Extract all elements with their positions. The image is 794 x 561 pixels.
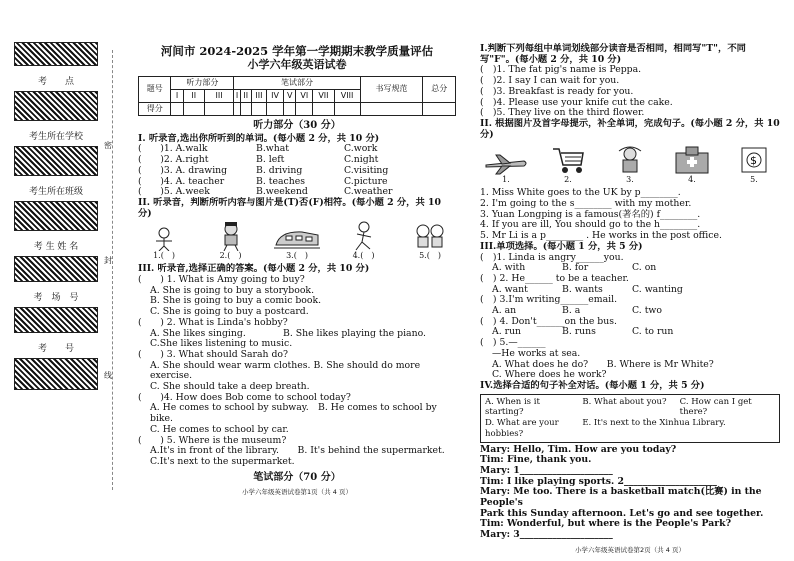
option-b: B. left	[256, 154, 285, 166]
picture-3	[271, 229, 323, 262]
score-cell[interactable]	[284, 103, 296, 116]
picture-2	[205, 221, 257, 262]
option-a: ( )2. A.right	[138, 154, 209, 166]
sentence-option: E. It's next to the Xinhua Library.	[582, 418, 726, 429]
question-text: ( ) 5.—______	[480, 337, 546, 349]
score-cell[interactable]	[313, 103, 334, 116]
list-item: ( )4. Please use your knife cut the cake.	[480, 96, 673, 108]
option-b: B. for	[562, 262, 589, 274]
dialogue-line: Mary: Hello, Tim. How are you today?	[480, 443, 677, 455]
binding-line	[112, 50, 113, 490]
option-text: C. He comes to school by car.	[150, 423, 289, 435]
binding-mark-line: 线	[104, 371, 112, 380]
hatch-bar	[14, 91, 98, 121]
score-col: IV	[267, 90, 284, 103]
sentence-option: B. What about you?	[582, 396, 667, 407]
option-c: C.picture	[344, 175, 388, 187]
option-text: C. Where does he work?	[492, 369, 607, 381]
option-b: B.weekend	[256, 186, 308, 198]
option-c: C. to run	[632, 326, 674, 338]
score-cell[interactable]	[183, 103, 204, 116]
score-cell[interactable]	[240, 103, 251, 116]
option-b: B. a	[562, 305, 581, 317]
sidebar-label-room: 考 场 号	[33, 293, 79, 303]
option-b: B. teaches	[256, 175, 305, 187]
picture-5	[728, 145, 780, 186]
question-text: ( ) 1. What is Amy going to buy?	[138, 274, 305, 286]
list-item: 4. If you are ill, You should go to the h________.	[480, 219, 701, 231]
score-table-writing: 书写规范	[360, 77, 423, 103]
svg-text:$: $	[750, 153, 757, 167]
sidebar-label-exam-site: 考 点	[37, 77, 74, 87]
binding-mark-close: 封	[104, 256, 112, 265]
page-left	[138, 44, 456, 498]
question-text: ( ) 3. What should Sarah do?	[138, 348, 289, 360]
listening-heading: 听力部分（30 分）	[253, 120, 341, 131]
picture-2	[542, 145, 594, 186]
score-cell[interactable]	[171, 103, 183, 116]
score-cell[interactable]	[204, 103, 234, 116]
option-b: B. wants	[562, 283, 603, 295]
written-q2-pictures	[480, 143, 780, 185]
listening-q3-list	[138, 275, 456, 468]
score-cell[interactable]	[334, 103, 360, 116]
written-q4-title: IV.选择合适的句子补全对话。(每小题 1 分，共 5 分)	[480, 379, 705, 391]
hatch-bar	[14, 201, 98, 231]
score-col: II	[183, 90, 204, 103]
girl-icon	[150, 227, 178, 251]
list-item	[480, 295, 780, 316]
dialogue-line: Mary: 3____________________	[480, 529, 613, 541]
written-q3-title: III.单项选择。(每小题 1 分，共 5 分)	[480, 240, 643, 252]
listening-q3-title: III. 听录音,选择正确的答案。(每小题 2 分，共 10 分)	[138, 263, 370, 275]
dialogue-line: Park this Sunday afternoon. Let's go and see together.	[480, 507, 764, 519]
question-text: ( ) 3.I'm writing______email.	[480, 294, 618, 306]
picture-4	[666, 145, 718, 186]
score-col: II	[240, 90, 251, 103]
score-col: VII	[313, 90, 334, 103]
sidebar-label-school: 考生所在学校	[28, 132, 83, 142]
two-kids-icon	[413, 223, 447, 251]
option-text: C.She likes listening to music.	[150, 338, 293, 350]
score-cell[interactable]	[360, 103, 423, 116]
picture-label: 2.( )	[219, 250, 242, 260]
postcard-icon	[739, 145, 769, 175]
option-text: A. What does he do? B. Where is Mr White?	[492, 358, 714, 370]
picture-label: 4.( )	[352, 250, 375, 260]
list-item	[138, 350, 456, 393]
list-item	[138, 436, 456, 468]
list-item	[138, 166, 456, 177]
exam-title: 河间市 2024-2025 学年第一学期期末教学质量评估	[160, 44, 434, 58]
option-text: A. She is going to buy a storybook.	[150, 284, 315, 296]
list-item: ( )1. The fat pig's name is Peppa.	[480, 64, 642, 76]
binding-mark-seal: 密	[104, 141, 112, 150]
score-table-label: 题号	[139, 77, 171, 103]
list-item: 3. Yuan Longping is a famous(著名的) f________.	[480, 208, 701, 220]
sentence-option: D. What are your hobbies?	[485, 418, 559, 439]
farmer-icon	[613, 145, 647, 175]
picture-3	[604, 145, 656, 186]
picture-label: 2.	[564, 174, 572, 184]
picture-label: 1.	[502, 174, 510, 184]
score-col: VI	[296, 90, 313, 103]
sentence-option-box	[480, 394, 780, 443]
written-q3-list	[480, 253, 780, 381]
list-item: ( )5. They live on the third flower.	[480, 107, 645, 119]
list-item	[480, 253, 780, 274]
option-a: ( )3. A. drawing	[138, 164, 228, 176]
score-table-written: 笔试部分	[234, 77, 360, 90]
shopping-cart-icon	[551, 145, 585, 175]
question-text: ( )4. How does Bob come to school today?	[138, 391, 351, 403]
question-text: ( )1. Linda is angry______you.	[480, 251, 624, 263]
list-item	[138, 275, 456, 318]
list-item	[138, 393, 456, 436]
picture-1	[480, 153, 532, 186]
option-c: C.night	[344, 154, 379, 166]
option-text: B. She is going to buy a comic book.	[150, 295, 322, 307]
option-text: C.It's next to the supermarket.	[150, 455, 295, 467]
picture-1	[138, 227, 190, 262]
option-text: A. She should wear warm clothes. B. She should do more exercise.	[150, 359, 421, 382]
sidebar-label-number: 考 号	[37, 344, 74, 354]
option-text: A.It's in front of the library. B. It's behind the supermarket.	[150, 445, 445, 457]
option-c: C.work	[344, 143, 378, 155]
sidebar-label-name: 考 生 姓 名	[33, 242, 79, 252]
score-col: V	[284, 90, 296, 103]
hatch-bar	[14, 358, 98, 390]
question-text: ( ) 4. Don't______on the bus.	[480, 315, 617, 327]
picture-label: 1.( )	[153, 250, 175, 260]
written-heading: 笔试部分（70 分）	[253, 471, 341, 483]
list-item	[480, 317, 780, 338]
page-footer: 小学六年级英语试卷第2页（共 4 页）	[575, 545, 685, 554]
list-item	[138, 318, 456, 350]
hatch-bar	[14, 146, 98, 176]
option-c: C. wanting	[632, 283, 683, 295]
score-row-label: 得分	[139, 103, 171, 116]
sentence-option: A. When is it starting?	[485, 396, 540, 418]
binding-sidebar	[14, 42, 98, 488]
list-item: 2. I'm going to the s________ with my mother.	[480, 198, 692, 210]
hatch-bar	[14, 42, 98, 66]
sentence-option: C. How can I get there?	[679, 396, 752, 418]
option-a: A. want	[492, 283, 528, 295]
option-text: C. She should take a deep breath.	[150, 381, 310, 393]
written-q2-list	[480, 188, 780, 242]
score-cell[interactable]	[423, 103, 456, 116]
sidebar-label-class: 考生所在班级	[28, 187, 83, 197]
dialogue-line: Tim: Wonderful, but where is the People's Park?	[480, 518, 732, 530]
running-boy-icon	[349, 221, 379, 251]
option-b: B. runs	[562, 326, 596, 338]
score-cell[interactable]	[251, 103, 266, 116]
score-table-total: 总分	[423, 77, 456, 103]
option-text: A. He comes to school by subway. B. He comes to school by bike.	[150, 402, 437, 425]
picture-5	[404, 223, 456, 262]
hatch-bar	[14, 256, 98, 282]
page-footer: 小学六年级英语试卷第1页（共 4 页）	[242, 488, 352, 497]
list-item: 5. Mr Li is a p________ . He works in the post office.	[480, 230, 722, 242]
dialogue-line: Mary: 1____________________	[480, 464, 613, 476]
dialogue	[480, 445, 780, 541]
score-col: I	[171, 90, 183, 103]
list-item: 1. Miss White goes to the UK by p________.	[480, 187, 681, 199]
dialogue-line: Mary: Me too. There is a basketball match(比赛) in the People's	[480, 486, 762, 509]
option-a: ( )1. A.walk	[138, 143, 208, 155]
page-right	[480, 44, 780, 556]
picture-label: 5.( )	[419, 250, 441, 260]
written-q1-title: I.判断下列每组中单词划线部分读音是否相同，相同写"T"，不同写"F"。(每小题 2 分，共 10 分)	[480, 43, 746, 65]
option-c: C.visiting	[344, 164, 389, 176]
option-c: C.weather	[344, 186, 393, 198]
written-q2-title: II. 根据图片及首字母提示，补全单词，完成句子。(每小题 2 分，共 10 分)	[480, 117, 780, 140]
question-text: ( ) 2. What is Linda's hobby?	[138, 316, 288, 328]
list-item	[480, 274, 780, 295]
question-text: ( ) 5. Where is the museum?	[138, 434, 287, 446]
option-b: B. driving	[256, 164, 303, 176]
score-cell[interactable]	[296, 103, 313, 116]
listening-q2-pictures	[138, 221, 456, 261]
picture-label: 5.	[750, 174, 758, 184]
option-b: B.what	[256, 143, 290, 155]
exam-subtitle: 小学六年级英语试卷	[247, 58, 347, 71]
score-col: I	[234, 90, 240, 103]
list-item: ( )2. I say I can wait for you.	[480, 75, 620, 87]
score-col: VIII	[334, 90, 360, 103]
train-icon	[274, 229, 320, 251]
question-text: ( ) 2. He______ to be a teacher.	[480, 272, 629, 284]
hatch-bar	[14, 307, 98, 333]
listening-q1-list	[138, 144, 456, 198]
option-text: A. She likes singing. B. She likes playing the piano.	[150, 327, 426, 339]
option-text: —He works at sea.	[492, 347, 581, 359]
option-a: A. an	[492, 305, 517, 317]
option-a: A. run	[492, 326, 522, 338]
score-col: III	[204, 90, 234, 103]
listening-q1-title: I. 听录音,选出你所听到的单词。(每小题 2 分，共 10 分)	[138, 132, 380, 144]
option-text: C. She is going to buy a postcard.	[150, 306, 309, 318]
picture-label: 4.	[688, 174, 696, 184]
score-col: III	[251, 90, 266, 103]
score-table-listening: 听力部分	[171, 77, 234, 90]
listening-q2-title: II. 听录音，判断所听内容与图片是(T)否(F)相符。(每小题 2 分，共 10 分)	[138, 196, 441, 219]
hospital-icon	[674, 145, 710, 175]
score-table	[138, 76, 456, 116]
police-officer-icon	[216, 221, 246, 251]
option-a: ( )5. A.week	[138, 186, 210, 198]
dialogue-line: Tim: Fine, thank you.	[480, 454, 592, 466]
written-q1-list	[480, 65, 780, 119]
picture-label: 3.( )	[286, 250, 308, 260]
list-item	[480, 338, 780, 381]
option-c: C. on	[632, 262, 657, 274]
option-c: C. two	[632, 305, 662, 317]
picture-label: 3.	[626, 174, 634, 184]
option-a: ( )4. A. teacher	[138, 175, 225, 187]
picture-4	[338, 221, 390, 262]
list-item: ( )3. Breakfast is ready for you.	[480, 85, 634, 97]
dialogue-line: Tim: I like playing sports. 2____________________	[480, 475, 717, 487]
score-cell[interactable]	[267, 103, 284, 116]
option-a: A. with	[492, 262, 526, 274]
plane-icon	[484, 153, 528, 175]
